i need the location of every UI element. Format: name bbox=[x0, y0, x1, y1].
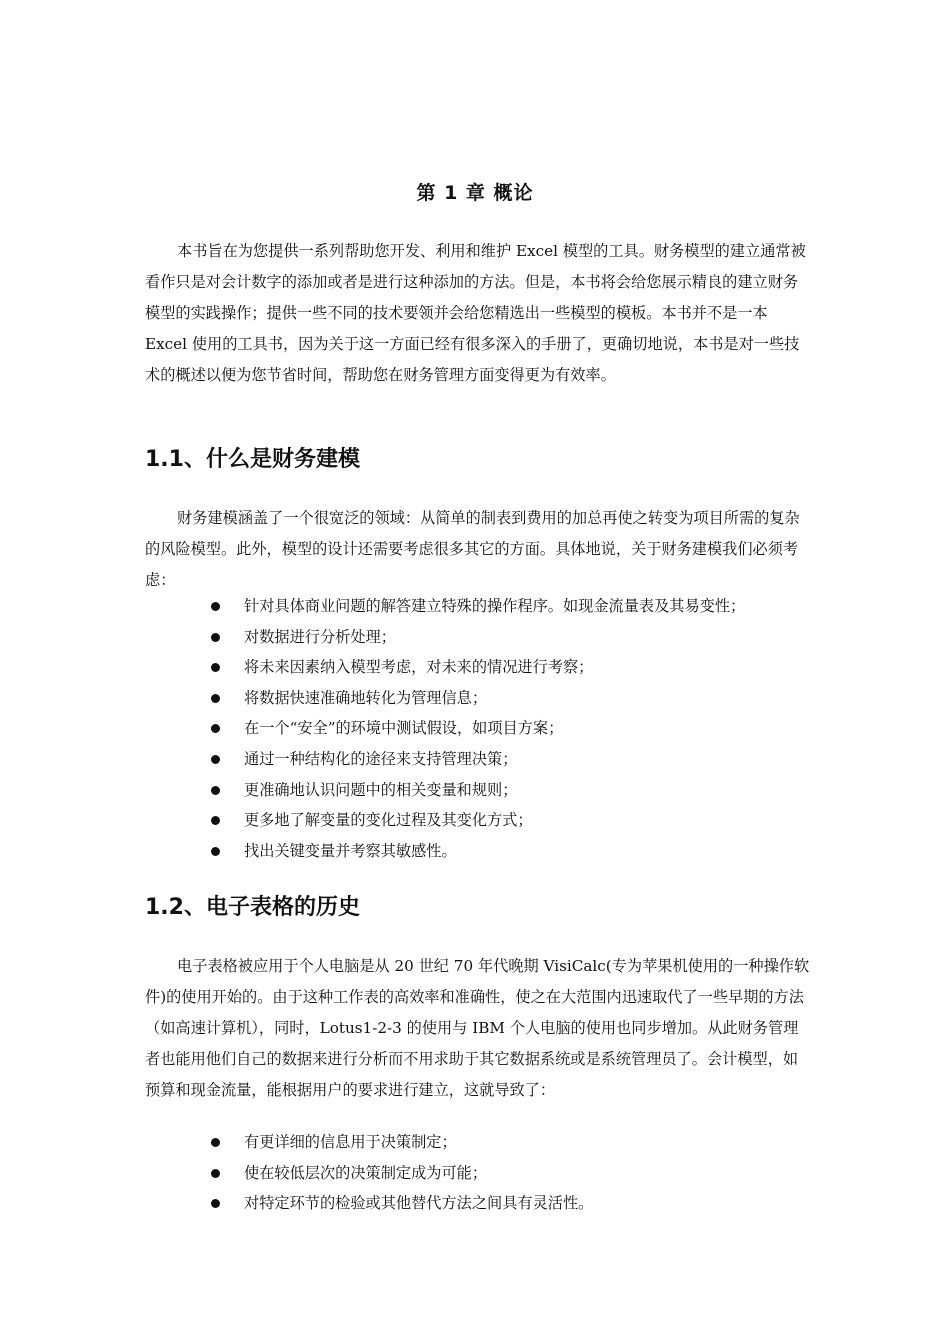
list-item bbox=[208, 683, 745, 714]
list-item-text: 使在较低层次的决策制定成为可能； bbox=[244, 1163, 487, 1182]
bullet-icon bbox=[211, 1199, 220, 1208]
list-item bbox=[208, 1188, 593, 1219]
list-item-text: 通过一种结构化的途径来支持管理决策； bbox=[244, 749, 518, 768]
bullet-icon bbox=[211, 816, 220, 825]
chapter-title: 第 1 章 概论 bbox=[416, 182, 534, 204]
list-item bbox=[208, 652, 745, 683]
bullet-icon bbox=[211, 847, 220, 856]
bullet-icon bbox=[211, 755, 220, 764]
list-item-text: 更多地了解变量的变化过程及其变化方式； bbox=[244, 811, 533, 830]
bullet-icon bbox=[211, 724, 220, 733]
list-item bbox=[208, 744, 745, 775]
bullet-icon bbox=[211, 663, 220, 672]
list-item-text: 找出关键变量并考察其敏感性。 bbox=[244, 841, 457, 860]
list-item bbox=[208, 775, 745, 806]
list-item bbox=[208, 591, 745, 622]
list-item-text: 对特定环节的检验或其他替代方法之间具有灵活性。 bbox=[244, 1194, 594, 1213]
section-heading-1-2: 1.2、电子表格的历史 bbox=[145, 895, 360, 920]
list-item bbox=[208, 836, 745, 867]
list-item-text: 在一个“安全”的环境中测试假设，如项目方案； bbox=[244, 719, 564, 738]
section-1-2-bullet-list bbox=[208, 1127, 593, 1219]
list-item-text: 有更详细的信息用于决策制定； bbox=[244, 1133, 457, 1151]
section-1-2-paragraph: 电子表格被应用于个人电脑是从 20 世纪 70 年代晚期 VisiCalc(专为苹果机使用的一种操作软件)的使用开始的。由于这种工作表的高效率和准确性，使之在大范围内迅速取代了一些早期的方法（如高速计算机），同时，Lotus1-2-3 的使用与 IBM 个人电脑的使用也同步增加。从此财务管理者也能用他们自己的数据来进行分析而不用求助于其它数据系统或是系统管理员了。会计模型，如预算和现金流量，能根据用户的要求进行建立，这就导致了： bbox=[145, 957, 810, 1099]
list-item bbox=[208, 622, 745, 653]
intro-paragraph: 本书旨在为您提供一系列帮助您开发、利用和维护 Excel 模型的工具。财务模型的建立通常被看作只是对会计数字的添加或者是进行这种添加的方法。但是，本书将会给您展示精良的建立财务模型的实践操作；提供一些不同的技术要领并会给您精选出一些模型的模板。本书并不是一本 Excel 使用的工具书，因为关于这一方面已经有很多深入的手册了，更确切地说，本书是对一些技术的概述以便为您节省时间，帮助您在财务管理方面变得更为有效率。 bbox=[145, 242, 806, 384]
bullet-icon bbox=[211, 1138, 220, 1147]
bullet-icon bbox=[211, 694, 220, 703]
bullet-icon bbox=[211, 633, 220, 642]
list-item bbox=[208, 1158, 593, 1189]
list-item-text: 针对具体商业问题的解答建立特殊的操作程序。如现金流量表及其易变性； bbox=[244, 597, 746, 615]
list-item bbox=[208, 1127, 593, 1158]
bullet-icon bbox=[211, 1169, 220, 1178]
section-1-1-paragraph: 财务建模涵盖了一个很宽泛的领域：从简单的制表到费用的加总再使之转变为项目所需的复杂的风险模型。此外，模型的设计还需要考虑很多其它的方面。具体地说，关于财务建模我们必须考虑： bbox=[145, 509, 800, 589]
section-heading-1-1: 1.1、什么是财务建模 bbox=[145, 447, 360, 472]
list-item-text: 将未来因素纳入模型考虑，对未来的情况进行考察； bbox=[244, 658, 594, 677]
list-item-text: 更准确地认识问题中的相关变量和规则； bbox=[244, 780, 518, 799]
list-item bbox=[208, 713, 745, 744]
list-item-text: 将数据快速准确地转化为管理信息； bbox=[244, 688, 487, 707]
bullet-icon bbox=[211, 602, 220, 611]
list-item bbox=[208, 805, 745, 836]
list-item-text: 对数据进行分析处理； bbox=[244, 627, 396, 646]
section-1-1-bullet-list bbox=[208, 591, 745, 866]
bullet-icon bbox=[211, 786, 220, 795]
